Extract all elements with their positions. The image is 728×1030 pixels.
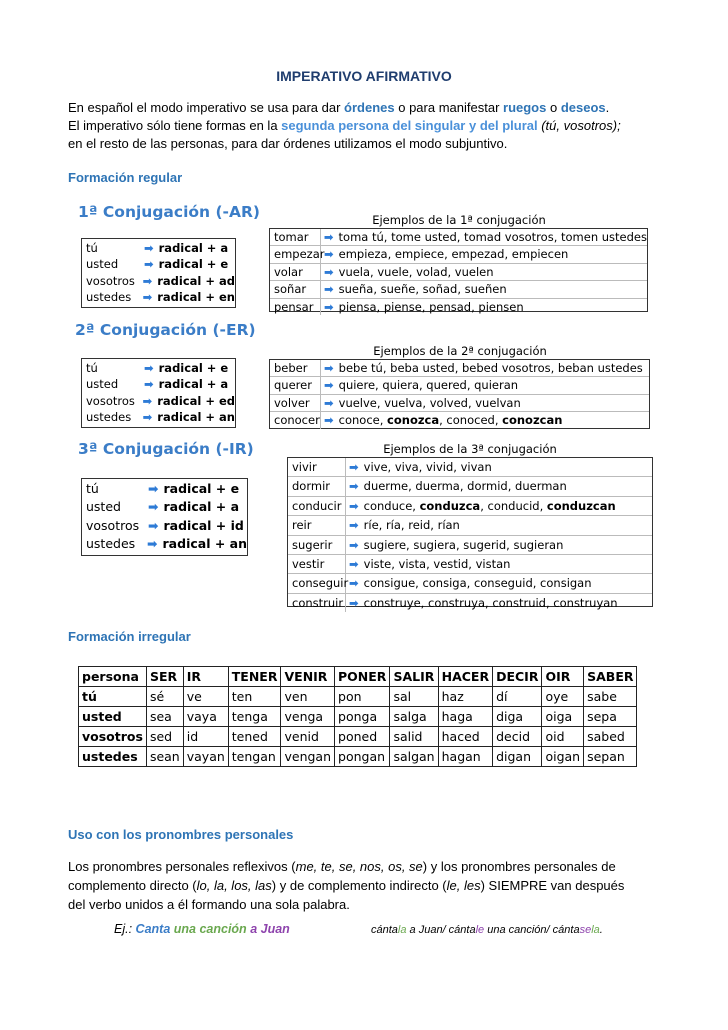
ending-rule: radical + an xyxy=(162,535,247,551)
uso-text: ) y los pronombres personales de xyxy=(422,859,616,874)
arrow-right-icon: ➡ xyxy=(349,460,359,474)
example-row xyxy=(288,536,652,555)
example-verb: empezar xyxy=(270,246,321,262)
conj2-title: 2ª Conjugación (-ER) xyxy=(75,321,256,339)
example-row xyxy=(288,594,652,612)
irregular-row xyxy=(79,727,637,747)
ending-rule: radical + en xyxy=(157,290,235,305)
conj3-examples-title: Ejemplos de la 3ª conjugación xyxy=(383,442,557,456)
irregular-form-cell: oye xyxy=(542,687,584,707)
example-forms: bebe tú, beba usted, bebed vosotros, beban ustedes xyxy=(338,361,643,375)
person-label: usted xyxy=(86,257,119,272)
example-result-pronoun: la xyxy=(591,924,600,936)
irregular-header-cell: PONER xyxy=(335,667,390,687)
example-result-pronoun: se xyxy=(579,924,592,936)
irregular-form-cell: ponga xyxy=(335,707,390,727)
arrow-right-icon: ➡ xyxy=(148,499,159,515)
example-row xyxy=(270,264,647,281)
arrow-right-icon: ➡ xyxy=(144,377,154,392)
example-verb: vestir xyxy=(288,555,346,573)
arrow-right-icon: ➡ xyxy=(324,264,334,279)
person-row xyxy=(86,535,247,553)
example-forms: conoce, xyxy=(338,413,388,428)
example-forms: duerme, duerma, dormid, duerman xyxy=(363,479,567,494)
irregular-form-cell: sabe xyxy=(584,687,637,707)
irregular-header-cell: VENIR xyxy=(281,667,335,687)
arrow-right-icon: ➡ xyxy=(148,481,159,496)
irregular-form-cell: vaya xyxy=(183,707,228,727)
ending-rule: radical + a xyxy=(158,241,229,255)
arrow-right-icon: ➡ xyxy=(144,257,154,272)
arrow-right-icon: ➡ xyxy=(324,378,334,393)
person-label: vosotros xyxy=(86,517,140,533)
conj2-person-table xyxy=(81,358,236,428)
irregular-form-cell: ven xyxy=(281,687,335,707)
person-label: usted xyxy=(86,499,121,515)
irregular-form-cell: salid xyxy=(390,727,438,747)
person-row xyxy=(86,360,235,376)
arrow-right-icon: ➡ xyxy=(324,395,334,410)
arrow-right-icon: ➡ xyxy=(324,299,334,314)
irregular-row xyxy=(79,747,637,767)
example-verb: conocer xyxy=(270,412,321,428)
example-row xyxy=(288,458,652,477)
arrow-right-icon: ➡ xyxy=(142,410,153,425)
example-result-text: . xyxy=(599,924,603,936)
irregular-row xyxy=(79,707,637,727)
arrow-right-icon: ➡ xyxy=(144,361,154,375)
example-forms: sugiere, sugiera, sugerid, sugieran xyxy=(363,537,564,552)
ending-rule: radical + an xyxy=(157,410,235,425)
arrow-right-icon: ➡ xyxy=(148,517,159,533)
irregular-form-cell: poned xyxy=(335,727,390,747)
irregular-form-cell: ve xyxy=(183,687,228,707)
example-verb: beber xyxy=(270,360,321,376)
irregular-form-cell: sé xyxy=(146,687,183,707)
irregular-form-cell: hagan xyxy=(438,747,492,767)
conj1-title: 1ª Conjugación (-AR) xyxy=(78,203,260,221)
example-result xyxy=(371,924,603,936)
irregular-form-cell: pongan xyxy=(335,747,390,767)
person-label: tú xyxy=(86,481,99,496)
example-forms: vive, viva, vivid, vivan xyxy=(363,460,492,474)
example-verb: reir xyxy=(288,516,346,534)
intro-text: El imperativo sólo tiene formas en la xyxy=(68,118,282,133)
ending-rule: radical + e xyxy=(163,481,240,496)
section-heading-irregular: Formación irregular xyxy=(68,629,191,644)
irregular-form-cell: tened xyxy=(228,727,281,747)
irregular-verbs-table xyxy=(78,666,637,767)
ending-rule: radical + a xyxy=(163,499,240,515)
example-forms: toma tú, tome usted, tomad vosotros, tomen ustedes xyxy=(338,230,647,244)
conj3-title: 3ª Conjugación (-IR) xyxy=(78,440,254,458)
irregular-form-cell: vayan xyxy=(183,747,228,767)
person-row xyxy=(86,480,247,498)
irregular-form-cell: salgan xyxy=(390,747,438,767)
irregular-form-cell: venga xyxy=(281,707,335,727)
ending-rule: radical + ad xyxy=(157,273,235,288)
example-verb: Canta xyxy=(135,922,171,936)
arrow-right-icon: ➡ xyxy=(147,535,158,551)
example-result-text: a Juan/ cánta xyxy=(406,924,476,936)
example-label: Ej.: xyxy=(114,922,133,936)
irregular-header-cell: DECIR xyxy=(493,667,542,687)
example-verb: conducir xyxy=(288,497,346,515)
example-forms: piensa, piense, pensad, piensen xyxy=(338,299,524,314)
person-label: vosotros xyxy=(86,273,135,288)
example-sentence xyxy=(114,922,290,936)
irregular-header-cell: persona xyxy=(79,667,147,687)
ending-rule: radical + a xyxy=(158,377,229,392)
person-row xyxy=(86,393,235,409)
example-row xyxy=(270,281,647,298)
example-forms: ríe, ría, reid, rían xyxy=(363,518,460,533)
conj1-person-table xyxy=(81,238,236,308)
example-verb: conseguir xyxy=(288,574,346,592)
irregular-form-cell: sabed xyxy=(584,727,637,747)
person-row xyxy=(86,517,247,535)
example-forms-irregular: conduzcan xyxy=(546,498,616,513)
ending-rule: radical + ed xyxy=(157,393,235,408)
example-forms: vuelve, vuelva, volved, vuelvan xyxy=(338,395,521,410)
arrow-right-icon: ➡ xyxy=(142,393,153,408)
conj1-examples-table xyxy=(269,228,648,312)
irregular-form-cell: haced xyxy=(438,727,492,747)
irregular-header-cell: HACER xyxy=(438,667,492,687)
example-verb: sugerir xyxy=(288,536,346,554)
arrow-right-icon: ➡ xyxy=(324,282,334,297)
arrow-right-icon: ➡ xyxy=(349,479,359,494)
irregular-form-cell: oid xyxy=(542,727,584,747)
example-verb: soñar xyxy=(270,281,321,297)
example-row xyxy=(288,477,652,496)
intro-text: (tú, vosotros); xyxy=(537,118,621,133)
page-title: IMPERATIVO AFIRMATIVO xyxy=(276,68,452,84)
irregular-form-cell: haga xyxy=(438,707,492,727)
example-forms: quiere, quiera, quered, quieran xyxy=(338,378,519,393)
example-forms-irregular: conozcan xyxy=(502,413,563,428)
person-row xyxy=(86,289,235,305)
example-verb: vivir xyxy=(288,458,346,476)
example-result-pronoun: la xyxy=(397,924,407,936)
irregular-form-cell: sean xyxy=(146,747,183,767)
example-verb: volar xyxy=(270,264,321,280)
example-verb: construir xyxy=(288,594,346,612)
irregular-person-cell: vosotros xyxy=(79,727,147,747)
arrow-right-icon: ➡ xyxy=(349,518,359,533)
intro-text: o xyxy=(546,100,561,115)
person-label: usted xyxy=(86,377,119,392)
example-forms: , conoced, xyxy=(439,413,503,428)
example-forms: vuela, vuele, volad, vuelen xyxy=(338,264,494,279)
irregular-form-cell: vengan xyxy=(281,747,335,767)
irregular-header-cell: SALIR xyxy=(390,667,438,687)
irregular-form-cell: id xyxy=(183,727,228,747)
example-forms: , conducid, xyxy=(480,498,547,513)
example-indirect-object: a Juan xyxy=(250,922,290,936)
ending-rule: radical + e xyxy=(158,361,229,375)
intro-highlight: órdenes xyxy=(344,100,395,115)
example-forms-irregular: conduzca xyxy=(419,498,481,513)
irregular-form-cell: sal xyxy=(390,687,438,707)
intro-text: . xyxy=(605,100,610,115)
example-row xyxy=(270,246,647,263)
irregular-form-cell: haz xyxy=(438,687,492,707)
irregular-form-cell: ten xyxy=(228,687,281,707)
irregular-form-cell: decid xyxy=(493,727,542,747)
irregular-header-cell: IR xyxy=(183,667,228,687)
irregular-row xyxy=(79,687,637,707)
irregular-form-cell: sed xyxy=(146,727,183,747)
person-row xyxy=(86,376,235,392)
person-row xyxy=(86,409,235,425)
intro-highlight: ruegos xyxy=(503,100,547,115)
example-result-text: una canción/ cánta xyxy=(484,924,580,936)
section-heading-regular: Formación regular xyxy=(68,170,183,185)
person-label: ustedes xyxy=(86,290,132,305)
uso-text: ) y de complemento indirecto ( xyxy=(271,878,447,893)
section-heading-uso: Uso con los pronombres personales xyxy=(68,827,294,842)
arrow-right-icon: ➡ xyxy=(144,241,154,255)
intro-highlight: segunda persona del singular y del plural xyxy=(281,118,538,133)
arrow-right-icon: ➡ xyxy=(349,498,359,513)
example-row xyxy=(270,360,649,377)
example-row xyxy=(270,395,649,412)
uso-paragraph xyxy=(68,857,688,914)
conj2-examples-title: Ejemplos de la 2ª conjugación xyxy=(373,344,547,358)
example-forms: sueña, sueñe, soñad, sueñen xyxy=(338,282,507,297)
arrow-right-icon: ➡ xyxy=(324,413,334,428)
irregular-header-row xyxy=(79,667,637,687)
person-label: tú xyxy=(86,241,98,255)
irregular-header-cell: TENER xyxy=(228,667,281,687)
uso-text: ) SIEMPRE van después xyxy=(480,878,625,893)
example-row xyxy=(270,229,647,246)
irregular-header-cell: SER xyxy=(146,667,183,687)
conj1-examples-title: Ejemplos de la 1ª conjugación xyxy=(372,213,546,227)
conj2-examples-table xyxy=(269,359,650,429)
example-row xyxy=(270,377,649,394)
example-forms-irregular: conozca xyxy=(387,413,440,428)
arrow-right-icon: ➡ xyxy=(142,273,153,288)
irregular-person-cell: tú xyxy=(79,687,147,707)
arrow-right-icon: ➡ xyxy=(349,537,359,552)
irregular-form-cell: tengan xyxy=(228,747,281,767)
conj3-person-table xyxy=(81,478,248,556)
irregular-form-cell: venid xyxy=(281,727,335,747)
ending-rule: radical + id xyxy=(163,517,244,533)
irregular-header-cell: OIR xyxy=(542,667,584,687)
example-row xyxy=(288,555,652,574)
example-row xyxy=(288,574,652,593)
irregular-form-cell: oigan xyxy=(542,747,584,767)
intro-text: o para manifestar xyxy=(394,100,504,115)
arrow-right-icon: ➡ xyxy=(142,290,153,305)
intro-text: en el resto de las personas, para dar órdenes utilizamos el modo subjuntivo. xyxy=(68,136,508,151)
arrow-right-icon: ➡ xyxy=(324,361,334,375)
arrow-right-icon: ➡ xyxy=(324,247,334,262)
irregular-form-cell: salga xyxy=(390,707,438,727)
uso-pronouns: me, te, se, nos, os, se xyxy=(295,859,423,874)
uso-text: complemento directo ( xyxy=(68,878,197,893)
irregular-form-cell: oiga xyxy=(542,707,584,727)
example-result-text: cánta xyxy=(371,924,398,936)
person-row xyxy=(86,256,235,272)
arrow-right-icon: ➡ xyxy=(349,557,359,572)
conj3-examples-table xyxy=(287,457,653,610)
irregular-form-cell: diga xyxy=(493,707,542,727)
irregular-form-cell: sea xyxy=(146,707,183,727)
person-label: ustedes xyxy=(86,410,132,425)
example-forms: construye, construya, construid, construyan xyxy=(363,595,618,610)
example-forms: consigue, consiga, conseguid, consigan xyxy=(363,576,592,591)
ending-rule: radical + e xyxy=(158,257,229,272)
person-label: vosotros xyxy=(86,393,135,408)
example-row xyxy=(270,412,649,428)
arrow-right-icon: ➡ xyxy=(349,576,359,591)
example-verb: volver xyxy=(270,395,321,411)
irregular-table-wrap xyxy=(78,666,637,767)
uso-pronouns: lo, la, los, las xyxy=(196,878,272,893)
irregular-form-cell: sepa xyxy=(584,707,637,727)
example-direct-object: una canción xyxy=(173,922,247,936)
irregular-form-cell: dí xyxy=(493,687,542,707)
example-result-pronoun: le xyxy=(475,924,485,936)
example-forms: conduce, xyxy=(363,498,420,513)
example-forms: empieza, empiece, empezad, empiecen xyxy=(338,247,569,262)
example-verb: tomar xyxy=(270,229,321,245)
example-row xyxy=(288,516,652,535)
uso-text: del verbo unidos a él formando una sola palabra. xyxy=(68,897,350,912)
person-row xyxy=(86,240,235,256)
person-label: ustedes xyxy=(86,535,136,551)
irregular-form-cell: digan xyxy=(493,747,542,767)
example-row xyxy=(288,497,652,516)
irregular-form-cell: pon xyxy=(335,687,390,707)
irregular-form-cell: tenga xyxy=(228,707,281,727)
example-verb: pensar xyxy=(270,299,321,315)
person-row xyxy=(86,498,247,516)
uso-pronouns: le, les xyxy=(446,878,481,893)
uso-text: Los pronombres personales reflexivos ( xyxy=(68,859,296,874)
intro-text: En español el modo imperativo se usa para dar xyxy=(68,100,345,115)
person-row xyxy=(86,273,235,289)
irregular-header-cell: SABER xyxy=(584,667,637,687)
irregular-form-cell: sepan xyxy=(584,747,637,767)
example-forms: viste, vista, vestid, vistan xyxy=(363,557,511,572)
arrow-right-icon: ➡ xyxy=(349,595,359,610)
example-row xyxy=(270,299,647,315)
person-label: tú xyxy=(86,361,98,375)
example-verb: dormir xyxy=(288,477,346,495)
irregular-person-cell: usted xyxy=(79,707,147,727)
example-verb: querer xyxy=(270,377,321,393)
intro-paragraph xyxy=(68,99,668,153)
arrow-right-icon: ➡ xyxy=(323,230,334,244)
irregular-person-cell: ustedes xyxy=(79,747,147,767)
intro-highlight: deseos xyxy=(560,100,606,115)
